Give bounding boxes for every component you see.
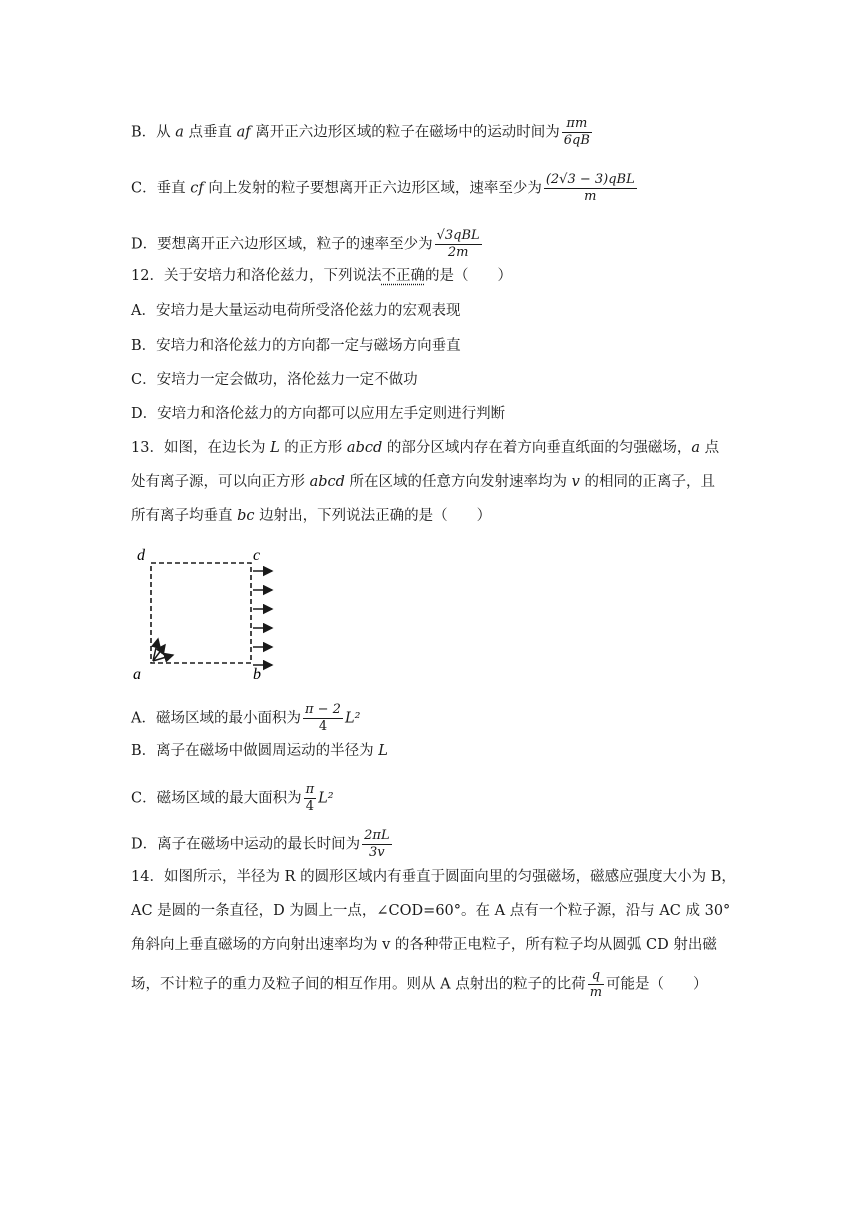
q13-stem-line2: 处有离子源，可以向正方形 abcd 所在区域的任意方向发射速率均为 v 的相同的正离子，且 — [131, 474, 715, 490]
q13-option-b: B．离子在磁场中做圆周运动的半径为 L — [131, 743, 388, 759]
label-d: d — [137, 547, 145, 564]
fraction: $\frac{\pi m}{6qB}$ — [563, 116, 590, 148]
q14-stem-line3: 角斜向上垂直磁场的方向射出速率均为 v 的各种带正电粒子，所有粒子均从圆弧 CD 射出磁 — [131, 937, 717, 953]
q14-stem-line4: 场，不计粒子的重力及粒子间的相互作用。则从 A 点射出的粒子的比荷 $\frac{q}{m}$ 可能是（ ） — [131, 968, 708, 1000]
fraction: $\frac{\pi}{4}$ — [305, 782, 315, 814]
fraction: $\frac{\pi - 2}{4}$ — [304, 702, 341, 734]
q14-stem-line2: AC 是圆的一条直径，D 为圆上一点，∠COD=60°。在 A 点有一个粒子源，沿与 AC 成 30° — [131, 903, 731, 919]
label-b: b — [253, 666, 261, 683]
q13-stem-line1: 13．如图，在边长为 L 的正方形 abcd 的部分区域内存在着方向垂直纸面的匀强磁场，a 点 — [131, 440, 720, 456]
q11-option-c: C．垂直 cf 向上发射的粒子要想离开正六边形区域，速率至少为 $\frac{\text{(2√3 − 3)qBL}}{m}$ — [131, 172, 635, 204]
square-abcd-figure — [131, 543, 291, 683]
fraction: $\frac{2\pi L}{3v}$ — [364, 828, 390, 860]
q13-stem-line3: 所有离子均垂直 bc 边射出，下列说法正确的是（ ） — [131, 508, 492, 524]
q11-option-b: B．从 a 点垂直 af 离开正六边形区域的粒子在磁场中的运动时间为 $\frac{\pi m}{6qB}$ — [131, 116, 590, 148]
fraction: $\frac{q}{m}$ — [589, 968, 603, 1000]
source-arrows — [153, 639, 173, 661]
fraction: $\frac{\text{(2√3 − 3)qBL}}{m}$ — [545, 172, 635, 204]
dashed-square — [151, 563, 251, 663]
label-c: c — [253, 547, 261, 564]
q11-option-d: D．要想离开正六边形区域，粒子的速率至少为 $\frac{\text{√3qBL}}{2m}$ — [131, 228, 480, 260]
q12-stem: 12．关于安培力和洛伦兹力，下列说法不正确的是（ ） — [131, 268, 512, 284]
label-a: a — [133, 666, 141, 683]
q13-option-c: C．磁场区域的最大面积为 $\frac{\pi}{4}$ L² — [131, 782, 334, 814]
q12-option-d: D．安培力和洛伦兹力的方向都可以应用左手定则进行判断 — [131, 406, 506, 422]
q12-option-a: A．安培力是大量运动电荷所受洛伦兹力的宏观表现 — [131, 303, 461, 319]
q12-option-b: B．安培力和洛伦兹力的方向都一定与磁场方向垂直 — [131, 338, 461, 354]
q13-option-a: A．磁场区域的最小面积为 $\frac{\pi - 2}{4}$ L² — [131, 702, 361, 734]
q14-stem-line1: 14．如图所示，半径为 R 的圆形区域内有垂直于圆面向里的匀强磁场，磁感应强度大小为 B， — [131, 869, 736, 885]
q12-option-c: C．安培力一定会做功，洛伦兹力一定不做功 — [131, 372, 418, 388]
fraction: $\frac{\text{√3qBL}}{2m}$ — [436, 228, 480, 260]
exit-arrows — [253, 571, 272, 665]
q13-option-d: D．离子在磁场中运动的最长时间为 $\frac{2\pi L}{3v}$ — [131, 828, 390, 860]
